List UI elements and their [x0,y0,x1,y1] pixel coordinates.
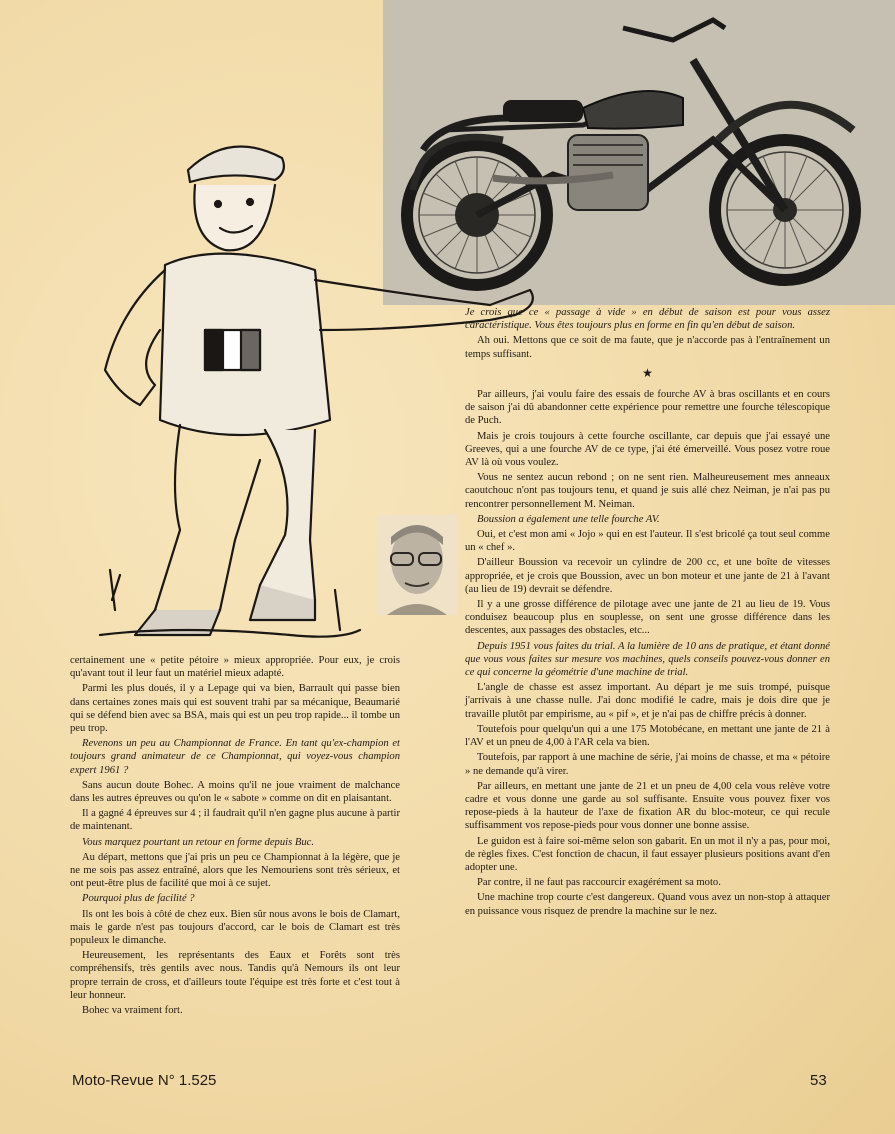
interview-question: Pourquoi plus de facilité ? [82,893,195,905]
portrait-photo [377,515,457,615]
paragraph: Parmi les plus doués, il y a Lepage qui va bien, Barrault qui passe bien dans certaines zones mais qui est souvent trahi par sa mécanique, Beaumarié qui se défend bien avec sa BSA, mais qui est un peu trop rapide... il tombe un peu trop. [70,683,400,735]
paragraph: Le guidon est à faire soi-même selon son gabarit. En un mot il n'y a pas, pour moi, de règles fixes. C'est fonction de chacun, il faut essayer plusieurs positions avant d'en adopter une. [465,835,830,873]
star-separator: ★ [642,365,653,380]
paragraph: Heureusement, les représentants des Eaux et Forêts sont très compréhensifs, très gentils avec nous. Tandis qu'à Nemours ils ont leur propre terrain de cross, et d'ailleurs toute l'équipe est très forte et c'est tout à leur honneur. [70,950,400,1001]
paragraph: Sans aucun doute Bohec. A moins qu'il ne joue vraiment de malchance dans les autres épreuves ou qu'on le « sabote » comme on dit en plaisantant. [70,779,400,805]
left-column [70,654,400,1019]
paragraph: Par ailleurs, j'ai voulu faire des essais de fourche AV à bras oscillants et en cours de saison j'ai dû abandonner cette expérience pour remettre une fourche télescopique de Puch. [465,389,830,427]
page-number: 53 [810,1072,827,1089]
paragraph: Vous ne sentez aucun rebond ; on ne sent rien. Malheureusement mes anneaux caoutchouc n'ont pas toujours tenu, et quand je suis allé chez Neiman, je n'ai pas pu rencontrer personnellement M. Neiman. [465,472,830,510]
paragraph: Il a gagné 4 épreuves sur 4 ; il faudrait qu'il n'en gagne plus aucune à partir de maintenant. [70,808,400,833]
paragraph: Toutefois pour quelqu'un qui a une 175 Motobécane, en mettant une jante de 21 à l'AV et un pneu de 4,00 à l'AR cela va bien. [465,723,830,749]
paragraph: Il y a une grosse différence de pilotage avec une jante de 21 au lieu de 19. Vous conduisez beaucoup plus en souplesse, on sent une grosse différence dans les descentes, aux passages des obstacles, etc... [465,599,830,637]
paragraph: Par contre, il ne faut pas raccourcir exagérément sa moto. [477,877,721,889]
paragraph: Bohec va vraiment fort. [82,1005,183,1017]
paragraph: Au départ, mettons que j'ai pris un peu ce Championnat à la légère, que je ne me sois pas assez entraîné, alors que les Nemouriens sont très sérieux, et ont peut-être plus de facilité que moi à ce sujet. [70,851,400,890]
paragraph: Mais je crois toujours à cette fourche oscillante, car depuis que j'ai essayé une Greeves, qui a une fourche AV de ce type, j'ai été émerveillé. Vous posez votre roue AV là où vous voulez. [465,430,830,469]
paragraph: Une machine trop courte c'est dangereux. Quand vous avez un non-stop à attaquer en puissance vous risquez de prendre la machine sur le nez. [465,892,830,917]
paragraph: certainement une « petite pétoire » mieux appropriée. Pour eux, je crois qu'avant tout il leur faut un matériel mieux adapté. [70,655,400,680]
paragraph: Oui, et c'est mon ami « Jojo » qui en est l'auteur. Il s'est bricolé ça tout seul comme un « chef ». [465,529,830,554]
paragraph: Par ailleurs, en mettant une jante de 21 et un pneu de 4,00 cela vous relève votre cadre et vous donne une garde au sol suffisante. Ensuite vous pouvez fixer vos repose-pieds à la hauteur de l'axe de fixation AR du bloc-moteur, ce qui recule suffisamment vos repose-pieds pour vous donner une bonne assise. [465,780,830,832]
interview-question: Vous marquez pourtant un retour en forme depuis Buc. [82,836,314,848]
paragraph: Toutefois, par rapport à une machine de série, j'ai moins de chasse, et ma « pétoire » ne demande qu'à virer. [465,752,830,777]
paragraph: D'ailleur Boussion va recevoir un cylindre de 200 cc, et une boîte de vitesses appropriée, et je crois que Boussion, avec un bon moteur et une jante de 21 à l'avant (au lieu de 19) devrait se défendre. [465,557,830,595]
man-with-glasses-icon [377,515,457,615]
interview-question: Boussion a également une telle fourche AV. [477,513,660,525]
photo-caption: Je crois que ce « passage à vide » en début de saison est pour vous assez caractéristique. Vous êtes toujours plus en forme en fin qu'en début de saison. [465,307,830,332]
paragraph: Ils ont les bois à côté de chez eux. Bien sûr nous avons le bois de Clamart, mais le garde n'est pas toujours d'accord, car le bois de Clamart est très populeux le dimanche. [70,908,400,947]
paragraph: L'angle de chasse est assez important. Au départ je me suis trompé, puisque j'arrivais à une chasse nulle. J'ai donc modifié le cadre, mais je dois dire que je travaille plutôt par empirisme, au « pif », et je n'ai pas de chiffre précis à donner. [465,682,830,720]
paragraph: Ah oui. Mettons que ce soit de ma faute, que je n'accorde pas à l'entraînement un temps suffisant. [465,335,830,360]
interview-question: Depuis 1951 vous faites du trial. A la lumière de 10 ans de pratique, et étant donné que vous vous faites sur mesure vos machines, quels conseils pouvez-vous donner en ce qui concerne la géométrie d'une machine de trial. [465,640,830,679]
right-column [465,306,830,920]
interview-question: Revenons un peu au Championnat de France. En tant qu'ex-champion et toujours grand animateur de ce Championnat, qui voyez-vous champion expert 1961 ? [70,738,400,776]
magazine-footer: Moto-Revue N° 1.525 [72,1072,217,1089]
